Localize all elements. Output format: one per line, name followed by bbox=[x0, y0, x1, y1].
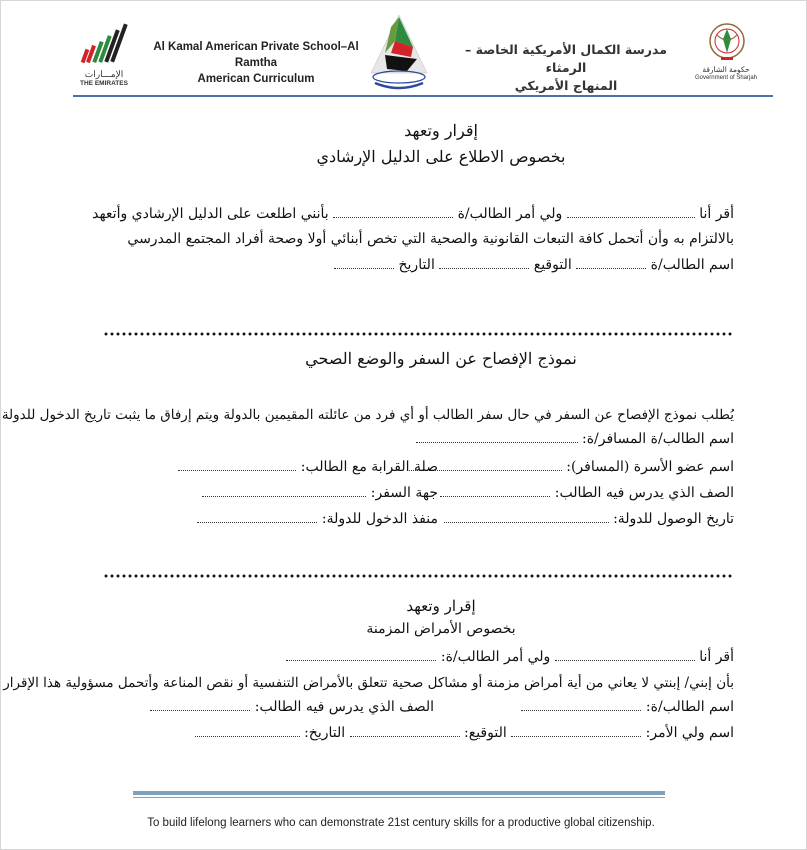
signature-field-3[interactable] bbox=[350, 725, 460, 737]
section2-title: نموذج الإفصاح عن السفر والوضع الصحي bbox=[305, 349, 577, 368]
footer-tagline: To build lifelong learners who can demonstrate 21st century skills for a productive global citizenship. bbox=[147, 817, 655, 829]
guardian-name-field[interactable] bbox=[567, 206, 695, 218]
section1-title: إقرار وتعهد bbox=[404, 121, 478, 140]
row-student-name-3 bbox=[521, 697, 734, 717]
label-destination: جهة السفر: bbox=[370, 485, 438, 501]
sharjah-caption bbox=[691, 65, 761, 82]
row-relation bbox=[178, 457, 438, 477]
label-date: التاريخ bbox=[398, 257, 435, 273]
uae-logo-caption bbox=[73, 69, 135, 88]
student-name-field[interactable] bbox=[333, 206, 453, 218]
relation-field[interactable] bbox=[178, 459, 296, 471]
label-i-declare: أقر أنا bbox=[699, 206, 734, 222]
label-guardian-name: اسم ولي الأمر: bbox=[645, 725, 734, 741]
label-student-name: اسم الطالب/ة bbox=[650, 257, 734, 273]
student-name-blank[interactable] bbox=[576, 257, 646, 269]
section3-title: إقرار وتعهد bbox=[406, 597, 476, 615]
school-name-ar-line1: مدرسة الكمال الأمريكية الخاصة – الرمثاء bbox=[465, 42, 667, 75]
label-student-name-3: اسم الطالب/ة: bbox=[645, 699, 734, 715]
dotted-separator-1 bbox=[103, 331, 733, 337]
arrival-date-field[interactable] bbox=[444, 511, 609, 523]
uae-logo-arabic: الإمـــارات bbox=[84, 69, 124, 79]
section3-declaration-line1 bbox=[286, 647, 734, 667]
label-family-member: اسم عضو الأسرة (المسافر): bbox=[566, 459, 734, 475]
row-traveler-name bbox=[416, 429, 734, 449]
grade-field-3[interactable] bbox=[150, 699, 250, 711]
letterhead bbox=[1, 1, 807, 99]
header-rule bbox=[73, 95, 773, 97]
section3-declaration-line2: بأن إبني/ إبنتي لا يعاني من أية أمراض مزمنة أو مشاكل صحية تتعلق بالأمراض التنفسية أو نقص المناعة وأتحمل مسؤولية هذا الإقرار bbox=[3, 675, 734, 691]
label-signature-3: التوقيع: bbox=[464, 725, 507, 741]
date-field-3[interactable] bbox=[195, 725, 300, 737]
row-grade bbox=[440, 483, 734, 503]
section3-subtitle: بخصوص الأمراض المزمنة bbox=[366, 621, 516, 637]
sharjah-arabic: حكومة الشارقة bbox=[702, 65, 750, 74]
label-guardian-of-2: ولي أمر الطالب/ة: bbox=[440, 649, 551, 665]
entry-port-field[interactable] bbox=[197, 511, 317, 523]
row-arrival-date bbox=[444, 509, 734, 529]
school-name-ar-line2: المنهاج الأمريكي bbox=[514, 78, 618, 93]
label-relation: صلة القرابة مع الطالب: bbox=[300, 459, 438, 475]
school-name-en-line1: Al Kamal American Private School–Al Ramtha bbox=[153, 41, 359, 69]
label-grade-3: الصف الذي يدرس فيه الطالب: bbox=[254, 699, 434, 715]
student-name-field-3[interactable] bbox=[521, 699, 641, 711]
row-family-member bbox=[407, 457, 734, 477]
grade-field[interactable] bbox=[440, 485, 550, 497]
school-name-en-line2: American Curriculum bbox=[197, 73, 315, 85]
date-blank[interactable] bbox=[334, 257, 394, 269]
sharjah-english: Government of Sharjah bbox=[694, 75, 758, 81]
label-arrival-date: تاريخ الوصول للدولة: bbox=[613, 511, 734, 527]
guardian-name-field-3[interactable] bbox=[511, 725, 641, 737]
label-signature: التوقيع bbox=[533, 257, 572, 273]
section1-signature-line bbox=[334, 255, 734, 275]
signature-blank[interactable] bbox=[439, 257, 529, 269]
section1-declaration-line1 bbox=[92, 204, 734, 224]
label-entry-port: منفذ الدخول للدولة: bbox=[321, 511, 438, 527]
footer-rule bbox=[133, 791, 665, 795]
student-name-field-2[interactable] bbox=[286, 649, 436, 661]
row-grade-3 bbox=[150, 697, 434, 717]
school-crest-icon bbox=[367, 13, 431, 97]
label-i-declare-2: أقر أنا bbox=[699, 649, 734, 665]
row-guardian-signature bbox=[195, 723, 734, 743]
school-name-arabic bbox=[456, 41, 676, 95]
uae-logo-english: THE EMIRATES bbox=[80, 80, 128, 87]
row-entry-port bbox=[197, 509, 438, 529]
label-date-3: التاريخ: bbox=[304, 725, 346, 741]
school-name-english bbox=[151, 39, 361, 87]
row-destination bbox=[202, 483, 438, 503]
section1-subtitle: بخصوص الاطلاع على الدليل الإرشادي bbox=[316, 147, 566, 166]
guardian-name-field-2[interactable] bbox=[555, 649, 695, 661]
section2-intro: يُطلب نموذج الإفصاح عن السفر في حال سفر الطالب أو أي فرد من عائلته المقيمين بالدولة ويتم إرفاق ما يثبت تاريخ الدخول للدولة bbox=[1, 407, 734, 423]
label-guardian-of: ولي أمر الطالب/ة bbox=[457, 206, 563, 222]
dotted-separator-2 bbox=[103, 573, 733, 579]
label-grade: الصف الذي يدرس فيه الطالب: bbox=[554, 485, 734, 501]
destination-field[interactable] bbox=[202, 485, 366, 497]
label-traveler-name: اسم الطالب/ة المسافر/ة: bbox=[582, 431, 734, 447]
footer-rule-thin bbox=[133, 797, 665, 798]
section1-declaration-line2: بالالتزام به وأن أتحمل كافة التبعات القانونية والصحية التي تخص أبنائي أولا وصحة أفراد المجتمع المدرسي bbox=[127, 231, 734, 247]
traveler-name-field[interactable] bbox=[416, 431, 578, 443]
label-acknowledge: بأنني اطلعت على الدليل الإرشادي وأتعهد bbox=[92, 206, 329, 222]
